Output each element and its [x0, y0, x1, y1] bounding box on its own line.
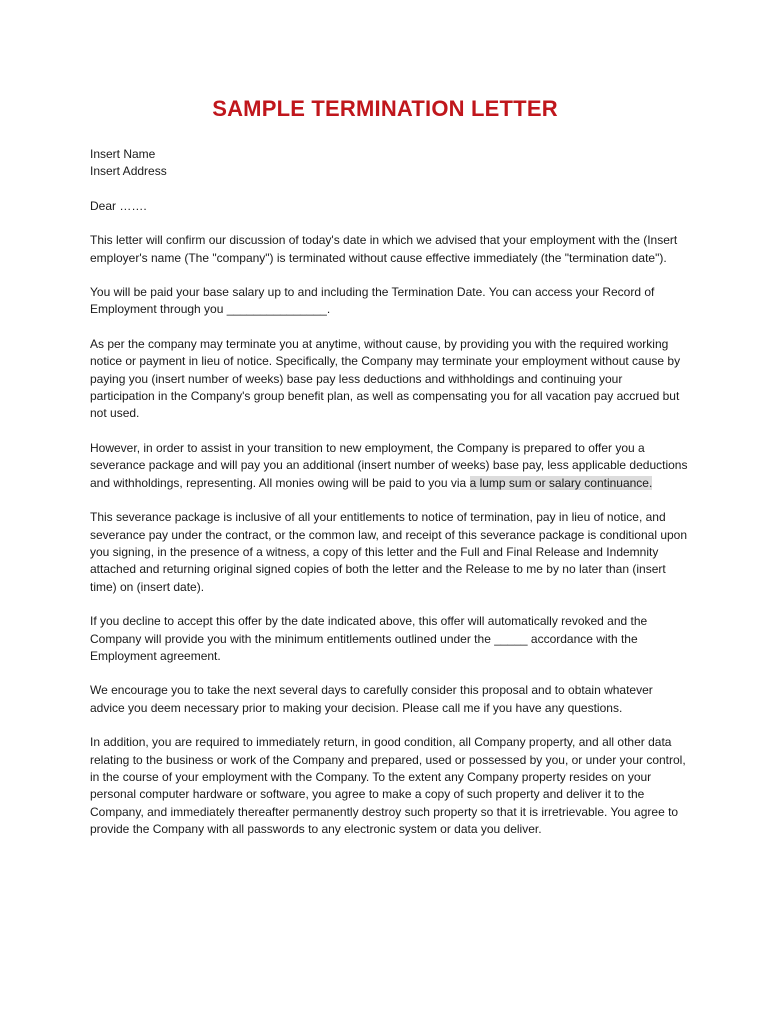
recipient-address: Insert Address: [90, 164, 167, 179]
paragraph-encourage: We encourage you to take the next several days to carefully consider this proposal and to obtain whatever advice you deem necessary prior to making your decision. Please call me if you have any questions.: [90, 683, 653, 715]
salutation: Dear …….: [90, 198, 147, 213]
paragraph-severance-offer: [90, 440, 690, 492]
paragraph-notice: As per the company may terminate you at anytime, without cause, by providing you with the required working notice or payment in lieu of notice. Specifically, the Company may terminate your employment without cause by paying you (insert number of weeks) base pay less deductions and withholdings and continuing your participation in the Company's group benefit plan, as well as compensating you for all vacation pay accrued but not used.: [90, 336, 681, 421]
paragraph-confirmation: This letter will confirm our discussion of today's date in which we advised that your employment with the (Insert employer's name (The "company") is terminated without cause effective immediately (the "termination date").: [90, 233, 678, 265]
paragraph-base-salary: You will be paid your base salary up to and including the Termination Date. You can access your Record of Employment through you _______________.: [90, 285, 655, 317]
paragraph-severance-conditions: This severance package is inclusive of all your entitlements to notice of termination, pay in lieu of notice, and severance pay under the contract, or the common law, and receipt of this severance package is conditional upon you signing, in the presence of a witness, a copy of this letter and the Full and Final Release and Indemnity attached and returning original signed copies of both the letter and the Release to me by no later than (insert time) on (insert date).: [90, 510, 688, 594]
severance-offer-text: However, in order to assist in your transition to new employment, the Company is prepared to offer you a severance package and will pay you an additional (insert number of weeks) base pay, less applicable deductions and withholdings, representing. All monies owing will be paid to you via: [90, 440, 688, 490]
paragraph-decline: If you decline to accept this offer by the date indicated above, this offer will automatically revoked and the Company will provide you with the minimum entitlements outlined under the _____ accordance with the Employment agreement.: [90, 614, 648, 663]
recipient-address-block: [90, 146, 690, 181]
paragraph-company-property: In addition, you are required to immediately return, in good condition, all Company property, and all other data relating to the business or work of the Company and prepared, used or possessed by you, or under your control, in the course of your employment with the Company. To the extent any Company property resides on your personal computer hardware or software, you agree to make a copy of such property and deliver it to the Company, and immediately thereafter permanently destroy such property so that it is irretrievable. You agree to provide the Company with all passwords to any electronic system or data you deliver.: [90, 735, 686, 837]
document-title: SAMPLE TERMINATION LETTER: [212, 96, 558, 121]
highlighted-payment-method: a lump sum or salary continuance.: [469, 475, 653, 490]
recipient-name: Insert Name: [90, 147, 156, 161]
letter-body: [90, 146, 690, 856]
